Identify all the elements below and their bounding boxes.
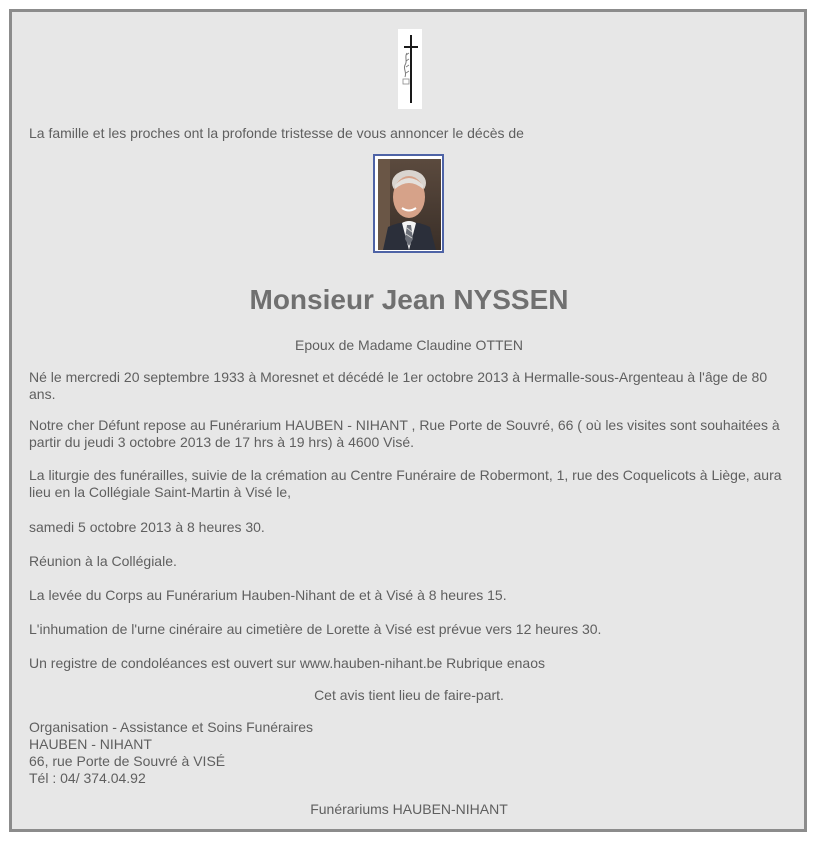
portrait-photo [373,154,444,253]
deceased-name: Monsieur Jean NYSSEN [249,284,569,315]
spouse-text: Epoux de Madame Claudine OTTEN [295,337,523,353]
meeting-text: Réunion à la Collégiale. [29,553,177,569]
footer-text: Funérariums HAUBEN-NIHANT [310,801,508,817]
organisation-phone: Tél : 04/ 374.04.92 [29,770,146,786]
organisation-line-1: Organisation - Assistance et Soins Funéraires [29,719,314,735]
obituary-card [9,9,807,832]
intro-text: La famille et les proches ont la profonde tristesse de vous annoncer le décès de [29,125,524,141]
registry-text: Un registre de condoléances est ouvert sur www.hauben-nihant.be Rubrique enaos [29,655,545,671]
repose-text: Notre cher Défunt repose au Funérarium HAUBEN - NIHANT , Rue Porte de Souvré, 66 ( où les visites sont souhaitées à partir du jeudi 3 octobre 2013 de 17 hrs à 19 hrs) à 4600 Visé. [29,417,780,450]
notice-text: Cet avis tient lieu de faire-part. [314,687,504,703]
organisation-address: 66, rue Porte de Souvré à VISÉ [29,753,226,769]
inhumation-text: L'inhumation de l'urne cinéraire au cimetière de Lorette à Visé est prévue vers 12 heures 30. [29,621,602,637]
organisation-block [29,719,789,787]
levee-text: La levée du Corps au Funérarium Hauben-Nihant de et à Visé à 8 heures 15. [29,587,507,603]
birth-death-text: Né le mercredi 20 septembre 1933 à Moresnet et décédé le 1er octobre 2013 à Hermalle-sous-Argenteau à l'âge de 80 ans. [29,369,768,402]
cross-icon [398,29,422,109]
ceremony-date: samedi 5 octobre 2013 à 8 heures 30. [29,519,265,535]
organisation-line-2: HAUBEN - NIHANT [29,736,152,752]
liturgy-text: La liturgie des funérailles, suivie de la crémation au Centre Funéraire de Robermont, 1, rue des Coquelicots à Liège, aura lieu en la Collégiale Saint-Martin à Visé le, [29,467,782,500]
